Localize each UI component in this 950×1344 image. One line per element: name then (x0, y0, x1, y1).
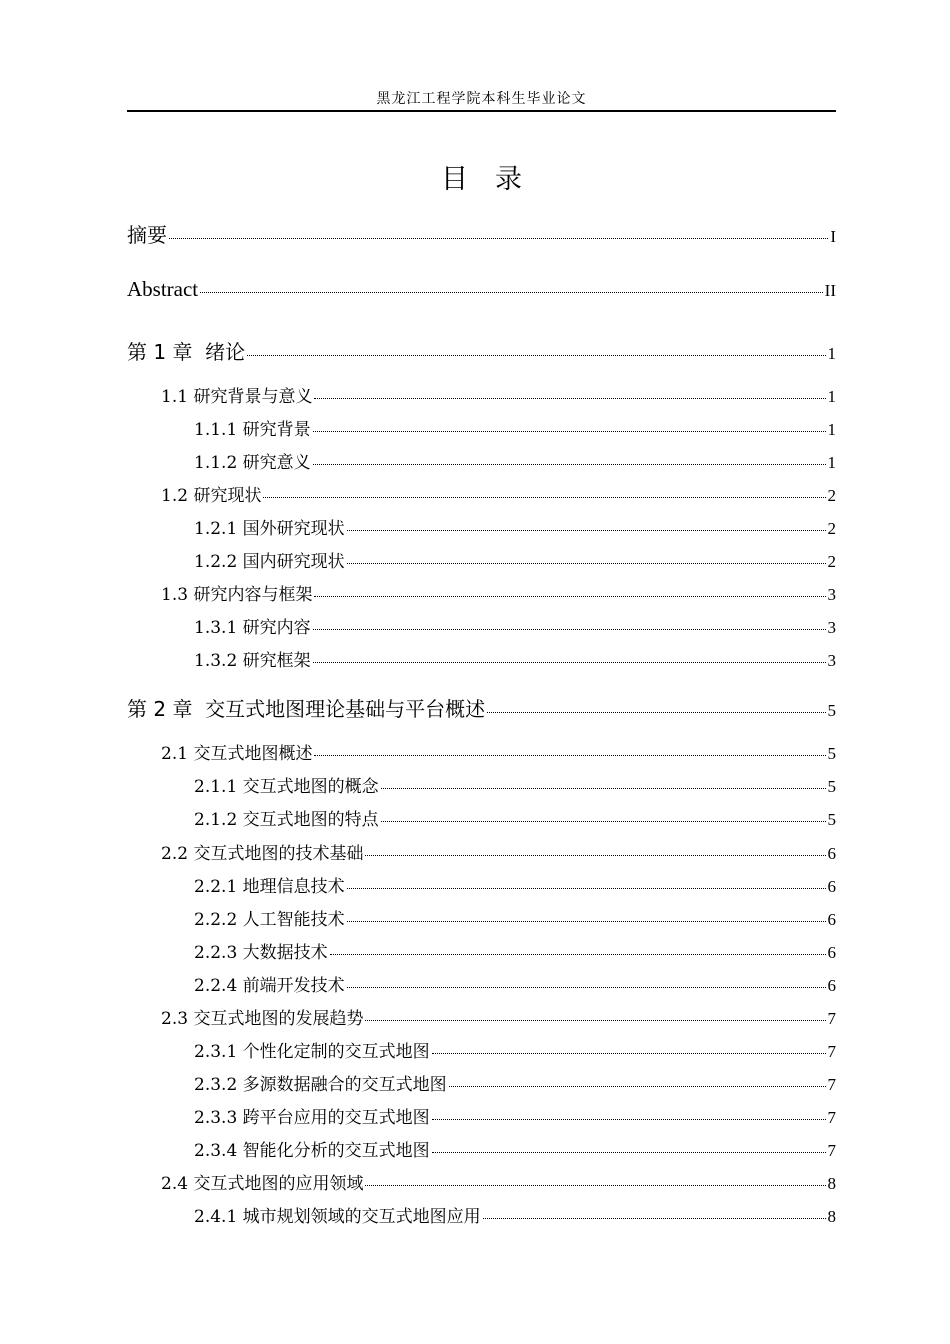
toc-entry-page: 3 (827, 651, 836, 670)
toc-entry-label: 1.2.1 国外研究现状 (194, 519, 345, 539)
toc-entry-page: 5 (827, 744, 836, 763)
toc-entry-label: 1.2 研究现状 (161, 486, 262, 506)
toc-entry-page: 6 (827, 844, 836, 863)
toc-entry[interactable] (194, 905, 836, 930)
toc-entry[interactable] (127, 693, 836, 722)
toc-entry[interactable] (194, 938, 836, 963)
toc-entry-page: 1 (827, 453, 836, 472)
toc-dot-leader (263, 497, 825, 498)
toc-entry-label: 2.4 交互式地图的应用领域 (161, 1174, 364, 1194)
toc-dot-leader (314, 755, 825, 756)
toc-entry[interactable] (194, 1070, 836, 1095)
toc-entry[interactable] (194, 448, 836, 473)
toc-dot-leader (247, 355, 825, 356)
toc-entry-page: 7 (827, 1075, 836, 1094)
toc-dot-leader (381, 788, 826, 789)
toc-entry-page: 1 (827, 420, 836, 439)
toc-dot-leader (200, 292, 823, 293)
toc-entry[interactable] (194, 547, 836, 572)
toc-entry-label: 1.1.1 研究背景 (194, 420, 311, 440)
toc-entry[interactable] (194, 646, 836, 671)
toc-entry-label: 2.1.2 交互式地图的特点 (194, 810, 379, 830)
toc-entry[interactable] (127, 336, 836, 365)
toc-entry-page: 6 (827, 877, 836, 896)
toc-dot-leader (347, 888, 826, 889)
toc-dot-leader (347, 987, 826, 988)
toc-entry-page: 7 (827, 1042, 836, 1061)
toc-entry[interactable] (161, 1004, 836, 1029)
toc-entry-label: 2.2 交互式地图的技术基础 (161, 844, 364, 864)
toc-entry-label: 1.3 研究内容与框架 (161, 585, 313, 605)
toc-entry[interactable] (194, 971, 836, 996)
toc-dot-leader (381, 821, 826, 822)
toc-entry[interactable] (161, 1169, 836, 1194)
toc-entry-label: 1.1.2 研究意义 (194, 453, 311, 473)
toc-entry-label: Abstract (127, 277, 199, 301)
toc-entry-page: 6 (827, 910, 836, 929)
toc-dot-leader (313, 431, 826, 432)
toc-entry-label: 1.3.1 研究内容 (194, 618, 311, 638)
toc-entry-page: 7 (827, 1108, 836, 1127)
toc-dot-leader (365, 855, 825, 856)
toc-entry-label: 第 1 章 绪论 (127, 340, 246, 364)
toc-entry-label: 2.1.1 交互式地图的概念 (194, 777, 379, 797)
toc-entry-page: 6 (827, 976, 836, 995)
toc-entry[interactable] (194, 1103, 836, 1128)
toc-dot-leader (313, 662, 826, 663)
toc-entry-label: 2.3.4 智能化分析的交互式地图 (194, 1141, 430, 1161)
toc-entry[interactable] (194, 514, 836, 539)
toc-entry-label: 2.3.3 跨平台应用的交互式地图 (194, 1108, 430, 1128)
toc-entry[interactable] (194, 415, 836, 440)
toc-entry-page: 3 (827, 618, 836, 637)
toc-entry-label: 2.2.2 人工智能技术 (194, 910, 345, 930)
toc-dot-leader (449, 1086, 826, 1087)
toc-entry-label: 2.3.2 多源数据融合的交互式地图 (194, 1075, 447, 1095)
toc-entry-label: 第 2 章 交互式地图理论基础与平台概述 (127, 697, 486, 721)
toc-dot-leader (432, 1152, 826, 1153)
header-rule (127, 110, 836, 112)
toc-entry-label: 2.4.1 城市规划领域的交互式地图应用 (194, 1207, 481, 1227)
toc-entry-page: 2 (827, 552, 836, 571)
toc-entry[interactable] (161, 481, 836, 506)
toc-dot-leader (313, 629, 826, 630)
toc-dot-leader (314, 398, 825, 399)
toc-entry-page: 1 (827, 387, 836, 406)
toc-entry-page: 8 (827, 1207, 836, 1226)
toc-entry-page: II (824, 281, 836, 300)
toc-entry-page: 5 (827, 701, 836, 720)
toc-entry-page: 3 (827, 585, 836, 604)
toc-entry[interactable] (194, 613, 836, 638)
toc-entry[interactable] (194, 872, 836, 897)
toc-dot-leader (365, 1020, 825, 1021)
toc-dot-leader (432, 1119, 826, 1120)
toc-entry-label: 2.3.1 个性化定制的交互式地图 (194, 1042, 430, 1062)
toc-entry-page: 7 (827, 1009, 836, 1028)
toc-dot-leader (487, 712, 825, 713)
toc-entry-page: 1 (827, 344, 836, 363)
toc-entry[interactable] (127, 277, 836, 302)
page-title: 目 录 (441, 164, 522, 195)
toc-dot-leader (347, 563, 826, 564)
toc-entry-label: 摘要 (127, 223, 167, 247)
toc-entry[interactable] (194, 805, 836, 830)
toc-entry-page: 7 (827, 1141, 836, 1160)
toc-dot-leader (169, 238, 828, 239)
toc-entry[interactable] (161, 839, 836, 864)
toc-entry-page: 5 (827, 777, 836, 796)
toc-entry-page: 2 (827, 519, 836, 538)
toc-entry[interactable] (161, 580, 836, 605)
toc-entry-label: 2.2.3 大数据技术 (194, 943, 328, 963)
toc-entry-label: 2.1 交互式地图概述 (161, 744, 313, 764)
toc-dot-leader (313, 464, 826, 465)
toc-dot-leader (347, 921, 826, 922)
toc-dot-leader (432, 1053, 826, 1054)
toc-entry-page: 6 (827, 943, 836, 962)
toc-entry-page: I (830, 227, 836, 246)
toc-entry[interactable] (127, 219, 836, 248)
toc-dot-leader (347, 530, 826, 531)
toc-entry-page: 8 (827, 1174, 836, 1193)
toc-entry[interactable] (194, 1136, 836, 1161)
toc-dot-leader (365, 1185, 825, 1186)
toc-dot-leader (314, 596, 825, 597)
toc-entry-label: 2.3 交互式地图的发展趋势 (161, 1009, 364, 1029)
toc-entry-label: 1.1 研究背景与意义 (161, 387, 313, 407)
page-header: 黑龙江工程学院本科生毕业论文 (376, 91, 587, 107)
toc-entry-page: 2 (827, 486, 836, 505)
toc-entry[interactable] (194, 772, 836, 797)
toc-entry[interactable] (194, 1037, 836, 1062)
toc-dot-leader (330, 954, 826, 955)
toc-entry-page: 5 (827, 810, 836, 829)
toc-entry[interactable] (161, 739, 836, 764)
toc-entry-label: 2.2.4 前端开发技术 (194, 976, 345, 996)
toc-entry[interactable] (194, 1202, 836, 1227)
toc-entry-label: 1.2.2 国内研究现状 (194, 552, 345, 572)
toc-entry-label: 2.2.1 地理信息技术 (194, 877, 345, 897)
toc-entry-label: 1.3.2 研究框架 (194, 651, 311, 671)
toc-dot-leader (483, 1218, 826, 1219)
toc-entry[interactable] (161, 382, 836, 407)
